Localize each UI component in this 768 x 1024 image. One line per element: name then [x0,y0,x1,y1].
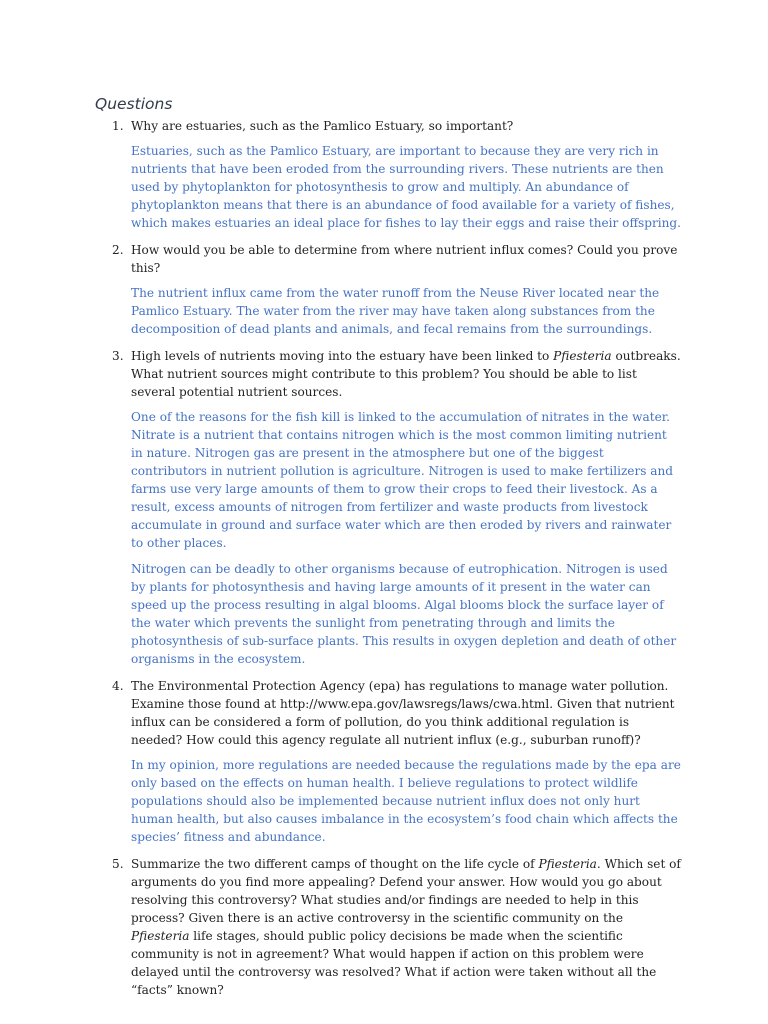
section-heading: Questions [95,95,173,113]
question-list [112,117,682,999]
answer-paragraph: Estuaries, such as the Pamlico Estuary, are important to because they are very rich in nutrients that have been eroded from the surrounding rivers. These nutrients are then used by phytoplankton for photosynthesis to grow and multiply. An abundance of phytoplankton means that there is an abundance of food available for a variety of fishes, which makes estuaries an ideal place for fishes to lay their eggs and raise their offspring. [131,144,682,230]
question-text: Why are estuaries, such as the Pamlico Estuary, so important? [131,119,514,133]
answer-paragraph: In my opinion, more regulations are needed because the regulations made by the epa are only based on the effects on human health. I believe regulations to protect wildlife populations should also be implemented because nutrient influx does not only hurt human health, but also causes imbalance in the ecosystem’s food chain which affects the species’ fitness and abundance. [131,758,681,844]
question-2 [112,241,682,338]
question-text [131,347,682,401]
question-number: 3. [112,349,124,363]
question-text: The Environmental Protection Agency (epa) has regulations to manage water pollution. Examine those found at http://www.epa.gov/lawsregs/laws/cwa.html. Given that nutrient influx can be considered a form of pollution, do you think additional regulation is needed? How could this agency regulate all nutrient influx (e.g., suburban runoff)? [131,679,675,747]
answer-paragraph: One of the reasons for the fish kill is linked to the accumulation of nitrates in the water. Nitrate is a nutrient that contains nitrogen which is the most common limiting nutrient in nature. Nitrogen gas are present in the atmosphere but one of the biggest contributors in nutrient pollution is agriculture. Nitrogen is used to make fertilizers and farms use very large amounts of them to grow their crops to feed their livestock. As a result, excess amounts of nitrogen from fertilizer and waste products from livestock accumulate in ground and surface water which are then eroded by rivers and rainwater to other places. [131,410,674,550]
answer-paragraph: The nutrient influx came from the water runoff from the Neuse River located near the Pamlico Estuary. The water from the river may have taken along substances from the decomposition of dead plants and animals, and fecal remains from the surroundings. [131,286,660,336]
question-number: 4. [112,679,124,693]
question-number: 1. [112,119,124,133]
question-text-part: . Which set of arguments do you find more appealing? Defend your answer. How would you go about resolving this controversy? What studies and/or findings are needed to help in this process? Given there is an active controversy in the scientific community on the [131,857,681,925]
question-text-part: life stages, should public policy decisions be made when the scientific community is not in agreement? What would happen if action on this problem were delayed until the controversy was resolved? What if action were taken without all the “facts” known? [131,929,657,997]
question-text-part: High levels of nutrients moving into the estuary have been linked to [131,349,554,363]
question-text: How would you be able to determine from where nutrient influx comes? Could you prove this? [131,243,678,275]
species-name-italic: Pfiesteria [131,929,190,943]
question-number: 2. [112,243,124,257]
question-text [131,855,682,999]
question-number: 5. [112,857,124,871]
question-text-part: Summarize the two different camps of thought on the life cycle of [131,857,539,871]
species-name-italic: Pfiesteria [538,857,597,871]
question-4 [112,677,682,846]
question-1 [112,117,682,232]
question-5 [112,855,682,999]
species-name-italic: Pfiesteria [553,349,612,363]
answer-paragraph: Nitrogen can be deadly to other organisms because of eutrophication. Nitrogen is used by plants for photosynthesis and having large amounts of it present in the water can speed up the process resulting in algal blooms. Algal blooms block the surface layer of the water which prevents the sunlight from penetrating through and limits the photosynthesis of sub-surface plants. This results in oxygen depletion and death of other organisms in the ecosystem. [131,562,677,666]
question-3 [112,347,682,668]
question-text-part: outbreaks. What nutrient sources might contribute to this problem? You should be able to list several potential nutrient sources. [131,349,681,399]
